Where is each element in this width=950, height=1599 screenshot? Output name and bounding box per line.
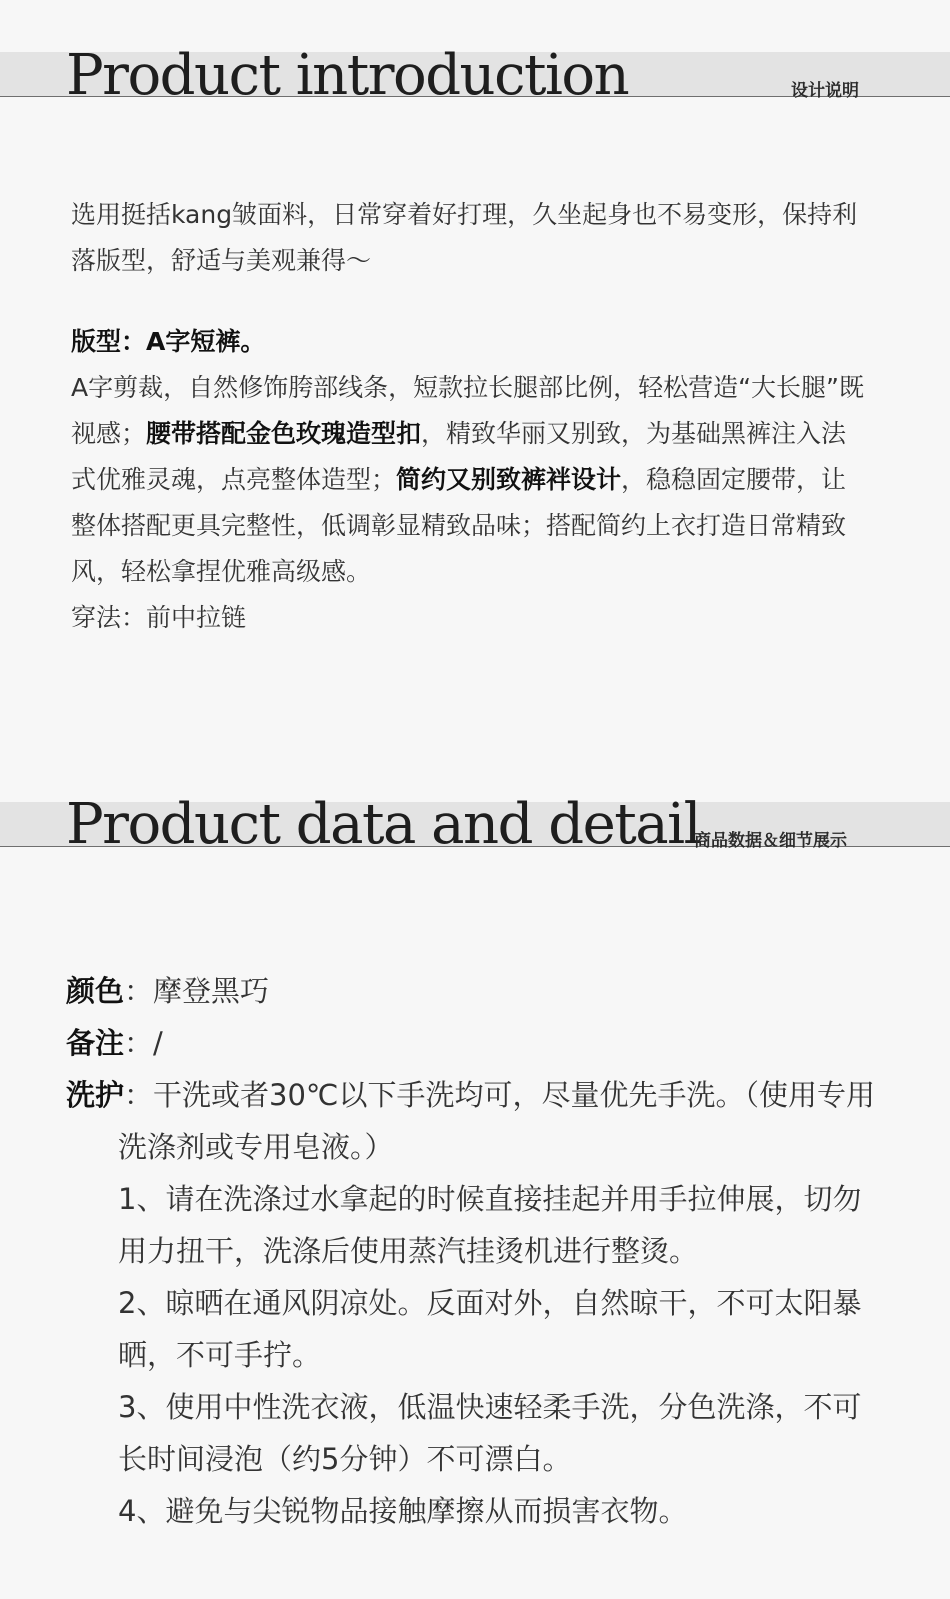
fit-description <box>71 365 871 595</box>
wear-method <box>71 595 871 641</box>
detail-section-subtitle: 商品数据＆细节展示 <box>694 831 847 851</box>
fit-desc-part-3: ，稳稳固定腰带，让整体搭配更具完整性，低调彰显精致品味；搭配简约上衣打造日常精致风，轻松拿捏优雅高级感。 <box>71 465 847 586</box>
wear-label: 穿法： <box>71 603 147 632</box>
intro-section-title: Product introduction <box>66 43 629 108</box>
fit-heading-text: 版型：A字短裤。 <box>71 327 266 356</box>
care-value: ：干洗或者30℃以下手洗均可，尽量优先手洗。（使用专用洗涤剂或专用皂液。） <box>118 1078 875 1164</box>
fit-desc-highlight-2: 简约又别致裤袢设计 <box>396 465 622 494</box>
care-item: 3、使用中性洗衣液，低温快速轻柔手洗，分色洗涤，不可长时间浸泡（约5分钟）不可漂白。 <box>118 1390 862 1476</box>
fit-desc-highlight-1: 腰带搭配金色玫瑰造型扣 <box>146 419 422 448</box>
note-row <box>66 1017 876 1069</box>
note-label: 备注 <box>66 1026 125 1060</box>
fit-desc-part-1: A字剪裁，自然修饰胯部线条，短款拉长腿部比例，轻松营造“大长腿”既视感； <box>71 373 865 448</box>
care-item: 1、请在洗涤过水拿起的时候直接挂起并用手拉伸展，切勿用力扭干，洗涤后使用蒸汽挂烫机进行整烫。 <box>118 1182 862 1268</box>
wear-value: 前中拉链 <box>146 603 247 632</box>
intro-content <box>71 192 871 641</box>
detail-content <box>66 965 876 1537</box>
care-item: 2、晾晒在通风阴凉处。反面对外，自然晾干，不可太阳暴晒，不可手拧。 <box>118 1286 862 1372</box>
fit-desc-part-2: ，精致华丽又别致，为基础黑裤注入法式优雅灵魂，点亮整体造型； <box>71 419 847 494</box>
care-row <box>66 1069 876 1173</box>
intro-section-subtitle: 设计说明 <box>791 81 859 101</box>
color-value: ：摩登黑巧 <box>124 974 270 1008</box>
color-row <box>66 965 876 1017</box>
care-label: 洗护 <box>66 1078 125 1112</box>
detail-section-title: Product data and detail <box>66 792 700 857</box>
care-item: 4、避免与尖锐物品接触摩擦从而损害衣物。 <box>118 1494 688 1528</box>
note-value: ：/ <box>124 1026 163 1060</box>
color-label: 颜色 <box>66 974 125 1008</box>
fit-heading <box>71 319 871 365</box>
intro-paragraph: 选用挺括kang皱面料，日常穿着好打理，久坐起身也不易变形，保持利落版型，舒适与美观兼得～ <box>71 200 858 275</box>
